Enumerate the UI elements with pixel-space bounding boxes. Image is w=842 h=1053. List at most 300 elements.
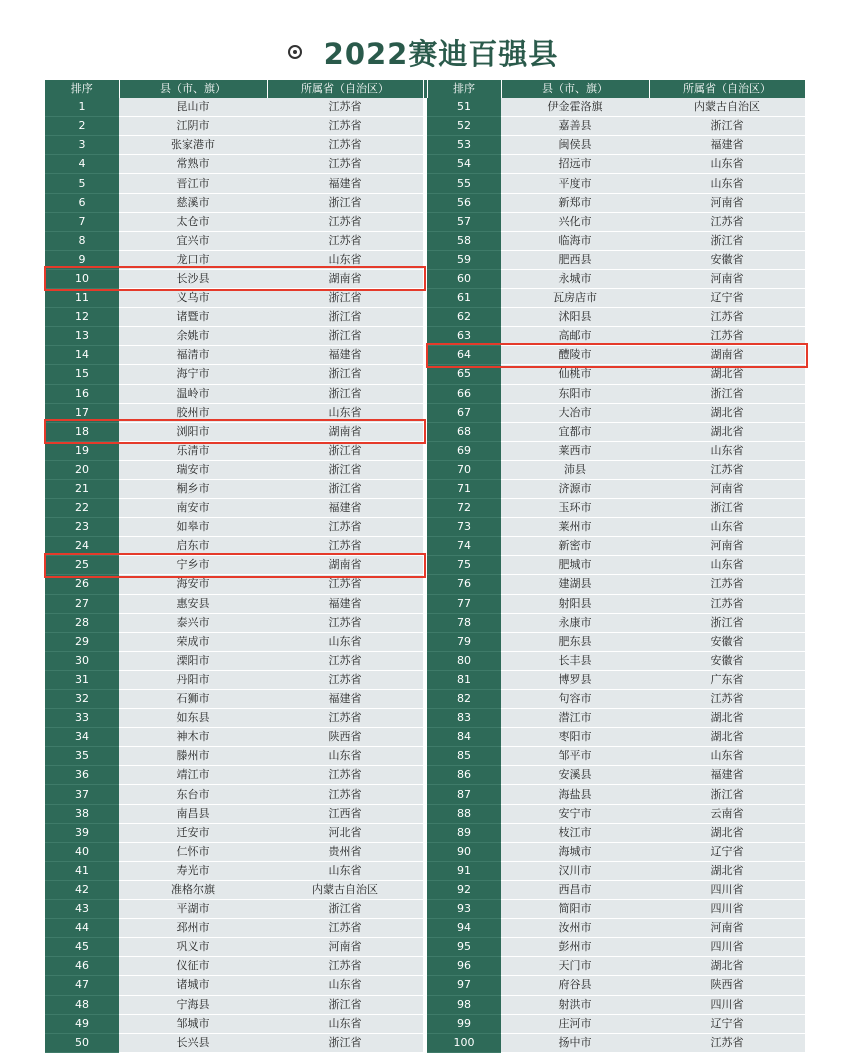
province-cell: 河南省 [267,938,423,957]
province-cell: 四川省 [649,995,805,1014]
table-row [45,308,805,327]
table-row [45,900,805,919]
province-cell: 河南省 [649,479,805,498]
province-cell: 广东省 [649,670,805,689]
rank-cell: 6 [45,193,119,212]
province-cell: 湖南省 [649,346,805,365]
province-cell: 山东省 [267,747,423,766]
county-cell: 邹平市 [501,747,649,766]
province-cell: 江苏省 [267,957,423,976]
page-title [0,30,842,74]
province-cell: 江西省 [267,804,423,823]
rank-cell: 61 [427,289,501,308]
province-cell: 浙江省 [267,193,423,212]
rank-cell: 88 [427,804,501,823]
province-cell: 湖北省 [649,861,805,880]
province-cell: 浙江省 [649,384,805,403]
rank-cell: 43 [45,900,119,919]
province-cell: 山东省 [267,632,423,651]
county-cell: 余姚市 [119,327,267,346]
county-cell: 宜兴市 [119,231,267,250]
county-cell: 温岭市 [119,384,267,403]
county-cell: 招远市 [501,155,649,174]
county-cell: 海城市 [501,842,649,861]
county-cell: 寿光市 [119,861,267,880]
table-row [45,155,805,174]
rank-cell: 87 [427,785,501,804]
county-cell: 巩义市 [119,938,267,957]
header-county-right: 县（市、旗） [501,80,649,98]
county-cell: 永城市 [501,269,649,288]
table-row [45,479,805,498]
province-cell: 湖北省 [649,728,805,747]
county-cell: 邳州市 [119,919,267,938]
header-rank-right: 排序 [427,80,501,98]
county-cell: 肥西县 [501,250,649,269]
county-cell: 义乌市 [119,289,267,308]
province-cell: 浙江省 [267,995,423,1014]
county-cell: 新密市 [501,537,649,556]
rank-cell: 30 [45,651,119,670]
county-cell: 泰兴市 [119,613,267,632]
county-cell: 瓦房店市 [501,289,649,308]
county-cell: 汝州市 [501,919,649,938]
rank-cell: 8 [45,231,119,250]
county-cell: 永康市 [501,613,649,632]
province-cell: 辽宁省 [649,289,805,308]
county-cell: 如东县 [119,709,267,728]
county-cell: 扬中市 [501,1033,649,1052]
rank-cell: 64 [427,346,501,365]
ranking-table [45,80,806,1053]
table-row [45,193,805,212]
province-cell: 江苏省 [267,709,423,728]
rank-cell: 46 [45,957,119,976]
header-province-left: 所属省（自治区） [267,80,423,98]
province-cell: 江苏省 [267,670,423,689]
rank-cell: 54 [427,155,501,174]
rank-cell: 50 [45,1033,119,1052]
rank-cell: 7 [45,212,119,231]
county-cell: 长丰县 [501,651,649,670]
rank-cell: 93 [427,900,501,919]
table-row [45,785,805,804]
bullet-circle-icon [284,41,306,63]
province-cell: 湖北省 [649,957,805,976]
province-cell: 江苏省 [267,766,423,785]
province-cell: 浙江省 [649,117,805,136]
rank-cell: 60 [427,269,501,288]
rank-cell: 75 [427,556,501,575]
county-cell: 福清市 [119,346,267,365]
rank-cell: 89 [427,823,501,842]
county-cell: 长沙县 [119,269,267,288]
table-row [45,403,805,422]
rank-cell: 13 [45,327,119,346]
county-cell: 惠安县 [119,594,267,613]
table-row [45,880,805,899]
rank-cell: 19 [45,441,119,460]
rank-cell: 15 [45,365,119,384]
table-row [45,136,805,155]
rank-cell: 16 [45,384,119,403]
province-cell: 河南省 [649,193,805,212]
county-cell: 玉环市 [501,499,649,518]
table-row [45,365,805,384]
table-row [45,117,805,136]
province-cell: 福建省 [649,766,805,785]
province-cell: 浙江省 [267,289,423,308]
county-cell: 溧阳市 [119,651,267,670]
county-cell: 天门市 [501,957,649,976]
province-cell: 湖北省 [649,403,805,422]
rank-cell: 77 [427,594,501,613]
county-cell: 诸城市 [119,976,267,995]
province-cell: 安徽省 [649,250,805,269]
county-cell: 大冶市 [501,403,649,422]
rank-cell: 28 [45,613,119,632]
rank-cell: 57 [427,212,501,231]
rank-cell: 27 [45,594,119,613]
county-cell: 石狮市 [119,690,267,709]
rank-cell: 83 [427,709,501,728]
county-cell: 高邮市 [501,327,649,346]
rank-cell: 17 [45,403,119,422]
rank-cell: 62 [427,308,501,327]
county-cell: 海安市 [119,575,267,594]
table-row [45,823,805,842]
county-cell: 博罗县 [501,670,649,689]
province-cell: 四川省 [649,900,805,919]
rank-cell: 32 [45,690,119,709]
rank-cell: 42 [45,880,119,899]
province-cell: 山东省 [267,976,423,995]
province-cell: 福建省 [267,690,423,709]
province-cell: 陕西省 [649,976,805,995]
province-cell: 山东省 [649,155,805,174]
table-row [45,728,805,747]
rank-cell: 23 [45,518,119,537]
rank-cell: 91 [427,861,501,880]
rank-cell: 71 [427,479,501,498]
table-row [45,460,805,479]
table-row [45,804,805,823]
county-cell: 莱州市 [501,518,649,537]
rank-cell: 95 [427,938,501,957]
county-cell: 靖江市 [119,766,267,785]
county-cell: 晋江市 [119,174,267,193]
rank-cell: 4 [45,155,119,174]
rank-cell: 59 [427,250,501,269]
table-row [45,957,805,976]
province-cell: 山东省 [649,747,805,766]
rank-cell: 56 [427,193,501,212]
table-row [45,842,805,861]
rank-cell: 2 [45,117,119,136]
province-cell: 江苏省 [649,690,805,709]
rank-cell: 90 [427,842,501,861]
county-cell: 平度市 [501,174,649,193]
rank-cell: 25 [45,556,119,575]
table-row [45,231,805,250]
rank-cell: 48 [45,995,119,1014]
county-cell: 东台市 [119,785,267,804]
table-row [45,98,805,117]
rank-cell: 92 [427,880,501,899]
province-cell: 辽宁省 [649,1014,805,1033]
county-cell: 仪征市 [119,957,267,976]
table-row [45,575,805,594]
county-cell: 句容市 [501,690,649,709]
table-row [45,327,805,346]
table-row [45,289,805,308]
province-cell: 浙江省 [267,308,423,327]
province-cell: 江苏省 [267,537,423,556]
table-row [45,594,805,613]
province-cell: 湖南省 [267,269,423,288]
province-cell: 安徽省 [649,651,805,670]
table-row [45,651,805,670]
table-row [45,632,805,651]
county-cell: 闽侯县 [501,136,649,155]
rank-cell: 5 [45,174,119,193]
province-cell: 浙江省 [267,1033,423,1052]
county-cell: 射洪市 [501,995,649,1014]
table-row [45,938,805,957]
rank-cell: 39 [45,823,119,842]
county-cell: 慈溪市 [119,193,267,212]
rank-cell: 44 [45,919,119,938]
province-cell: 江苏省 [267,212,423,231]
province-cell: 湖北省 [649,823,805,842]
county-cell: 滕州市 [119,747,267,766]
province-cell: 河南省 [649,537,805,556]
county-cell: 丹阳市 [119,670,267,689]
county-cell: 肥东县 [501,632,649,651]
county-cell: 乐清市 [119,441,267,460]
rank-cell: 31 [45,670,119,689]
table-row [45,995,805,1014]
county-cell: 沛县 [501,460,649,479]
table-header-row [45,80,805,98]
rank-cell: 35 [45,747,119,766]
province-cell: 江苏省 [267,136,423,155]
county-cell: 莱西市 [501,441,649,460]
rank-cell: 41 [45,861,119,880]
province-cell: 浙江省 [267,900,423,919]
header-county-left: 县（市、旗） [119,80,267,98]
province-cell: 辽宁省 [649,842,805,861]
rank-cell: 78 [427,613,501,632]
county-cell: 平湖市 [119,900,267,919]
rank-cell: 34 [45,728,119,747]
county-cell: 临海市 [501,231,649,250]
table-row [45,670,805,689]
province-cell: 湖北省 [649,365,805,384]
rank-cell: 96 [427,957,501,976]
county-cell: 兴化市 [501,212,649,231]
province-cell: 江苏省 [267,613,423,632]
province-cell: 四川省 [649,938,805,957]
province-cell: 湖北省 [649,709,805,728]
rank-cell: 85 [427,747,501,766]
province-cell: 山东省 [649,441,805,460]
county-cell: 海盐县 [501,785,649,804]
province-cell: 浙江省 [267,460,423,479]
rank-cell: 29 [45,632,119,651]
province-cell: 江苏省 [267,651,423,670]
table-row [45,1033,805,1052]
rank-cell: 74 [427,537,501,556]
rank-cell: 66 [427,384,501,403]
rank-cell: 76 [427,575,501,594]
province-cell: 江苏省 [649,594,805,613]
rank-cell: 82 [427,690,501,709]
province-cell: 江苏省 [649,460,805,479]
county-cell: 如皋市 [119,518,267,537]
province-cell: 浙江省 [267,327,423,346]
rank-cell: 79 [427,632,501,651]
province-cell: 江苏省 [649,327,805,346]
county-cell: 肥城市 [501,556,649,575]
rank-cell: 98 [427,995,501,1014]
province-cell: 山东省 [267,861,423,880]
county-cell: 张家港市 [119,136,267,155]
title-text: 2022赛迪百强县 [323,36,559,71]
rank-cell: 72 [427,499,501,518]
county-cell: 常熟市 [119,155,267,174]
province-cell: 云南省 [649,804,805,823]
table-row [45,690,805,709]
county-cell: 太仓市 [119,212,267,231]
county-cell: 仁怀市 [119,842,267,861]
province-cell: 江苏省 [649,212,805,231]
county-cell: 长兴县 [119,1033,267,1052]
province-cell: 江苏省 [649,575,805,594]
table-row [45,861,805,880]
county-cell: 启东市 [119,537,267,556]
rank-cell: 73 [427,518,501,537]
rank-cell: 47 [45,976,119,995]
rank-cell: 69 [427,441,501,460]
province-cell: 河南省 [649,919,805,938]
county-cell: 仙桃市 [501,365,649,384]
province-cell: 福建省 [267,174,423,193]
province-cell: 浙江省 [267,441,423,460]
rank-cell: 38 [45,804,119,823]
table-row [45,709,805,728]
county-cell: 桐乡市 [119,479,267,498]
rank-cell: 53 [427,136,501,155]
province-cell: 福建省 [267,499,423,518]
county-cell: 海宁市 [119,365,267,384]
province-cell: 江苏省 [267,155,423,174]
province-cell: 内蒙古自治区 [649,98,805,117]
rank-cell: 1 [45,98,119,117]
rank-cell: 14 [45,346,119,365]
rank-cell: 70 [427,460,501,479]
county-cell: 沭阳县 [501,308,649,327]
county-cell: 安宁市 [501,804,649,823]
province-cell: 湖南省 [267,422,423,441]
rank-cell: 21 [45,479,119,498]
rank-cell: 86 [427,766,501,785]
county-cell: 宜都市 [501,422,649,441]
county-cell: 昆山市 [119,98,267,117]
county-cell: 安溪县 [501,766,649,785]
rank-cell: 80 [427,651,501,670]
rank-cell: 20 [45,460,119,479]
table-row [45,212,805,231]
table-row [45,766,805,785]
table-row [45,976,805,995]
rank-cell: 45 [45,938,119,957]
table-row [45,174,805,193]
rank-cell: 84 [427,728,501,747]
province-cell: 江苏省 [267,919,423,938]
county-cell: 南昌县 [119,804,267,823]
province-cell: 江苏省 [649,308,805,327]
province-cell: 江苏省 [267,785,423,804]
header-province-right: 所属省（自治区） [649,80,805,98]
province-cell: 山东省 [649,518,805,537]
province-cell: 江苏省 [267,98,423,117]
table-row [45,441,805,460]
rank-cell: 100 [427,1033,501,1052]
county-cell: 龙口市 [119,250,267,269]
rank-cell: 99 [427,1014,501,1033]
province-cell: 山东省 [267,403,423,422]
rank-cell: 58 [427,231,501,250]
county-cell: 准格尔旗 [119,880,267,899]
province-cell: 陕西省 [267,728,423,747]
province-cell: 安徽省 [649,632,805,651]
rank-cell: 26 [45,575,119,594]
table-row [45,919,805,938]
county-cell: 建湖县 [501,575,649,594]
table-row [45,269,805,288]
header-rank-left: 排序 [45,80,119,98]
province-cell: 浙江省 [649,785,805,804]
table-row [45,346,805,365]
rank-cell: 68 [427,422,501,441]
province-cell: 浙江省 [649,613,805,632]
county-cell: 潜江市 [501,709,649,728]
county-cell: 枝江市 [501,823,649,842]
county-cell: 射阳县 [501,594,649,613]
province-cell: 河北省 [267,823,423,842]
county-cell: 府谷县 [501,976,649,995]
rank-cell: 3 [45,136,119,155]
rank-cell: 67 [427,403,501,422]
rank-cell: 40 [45,842,119,861]
table-row [45,1014,805,1033]
province-cell: 湖北省 [649,422,805,441]
county-cell: 荣成市 [119,632,267,651]
county-cell: 南安市 [119,499,267,518]
county-cell: 汉川市 [501,861,649,880]
county-cell: 宁海县 [119,995,267,1014]
rank-cell: 18 [45,422,119,441]
county-cell: 伊金霍洛旗 [501,98,649,117]
province-cell: 四川省 [649,880,805,899]
county-cell: 胶州市 [119,403,267,422]
province-cell: 江苏省 [267,575,423,594]
rank-cell: 65 [427,365,501,384]
county-cell: 浏阳市 [119,422,267,441]
province-cell: 浙江省 [267,479,423,498]
rank-cell: 36 [45,766,119,785]
